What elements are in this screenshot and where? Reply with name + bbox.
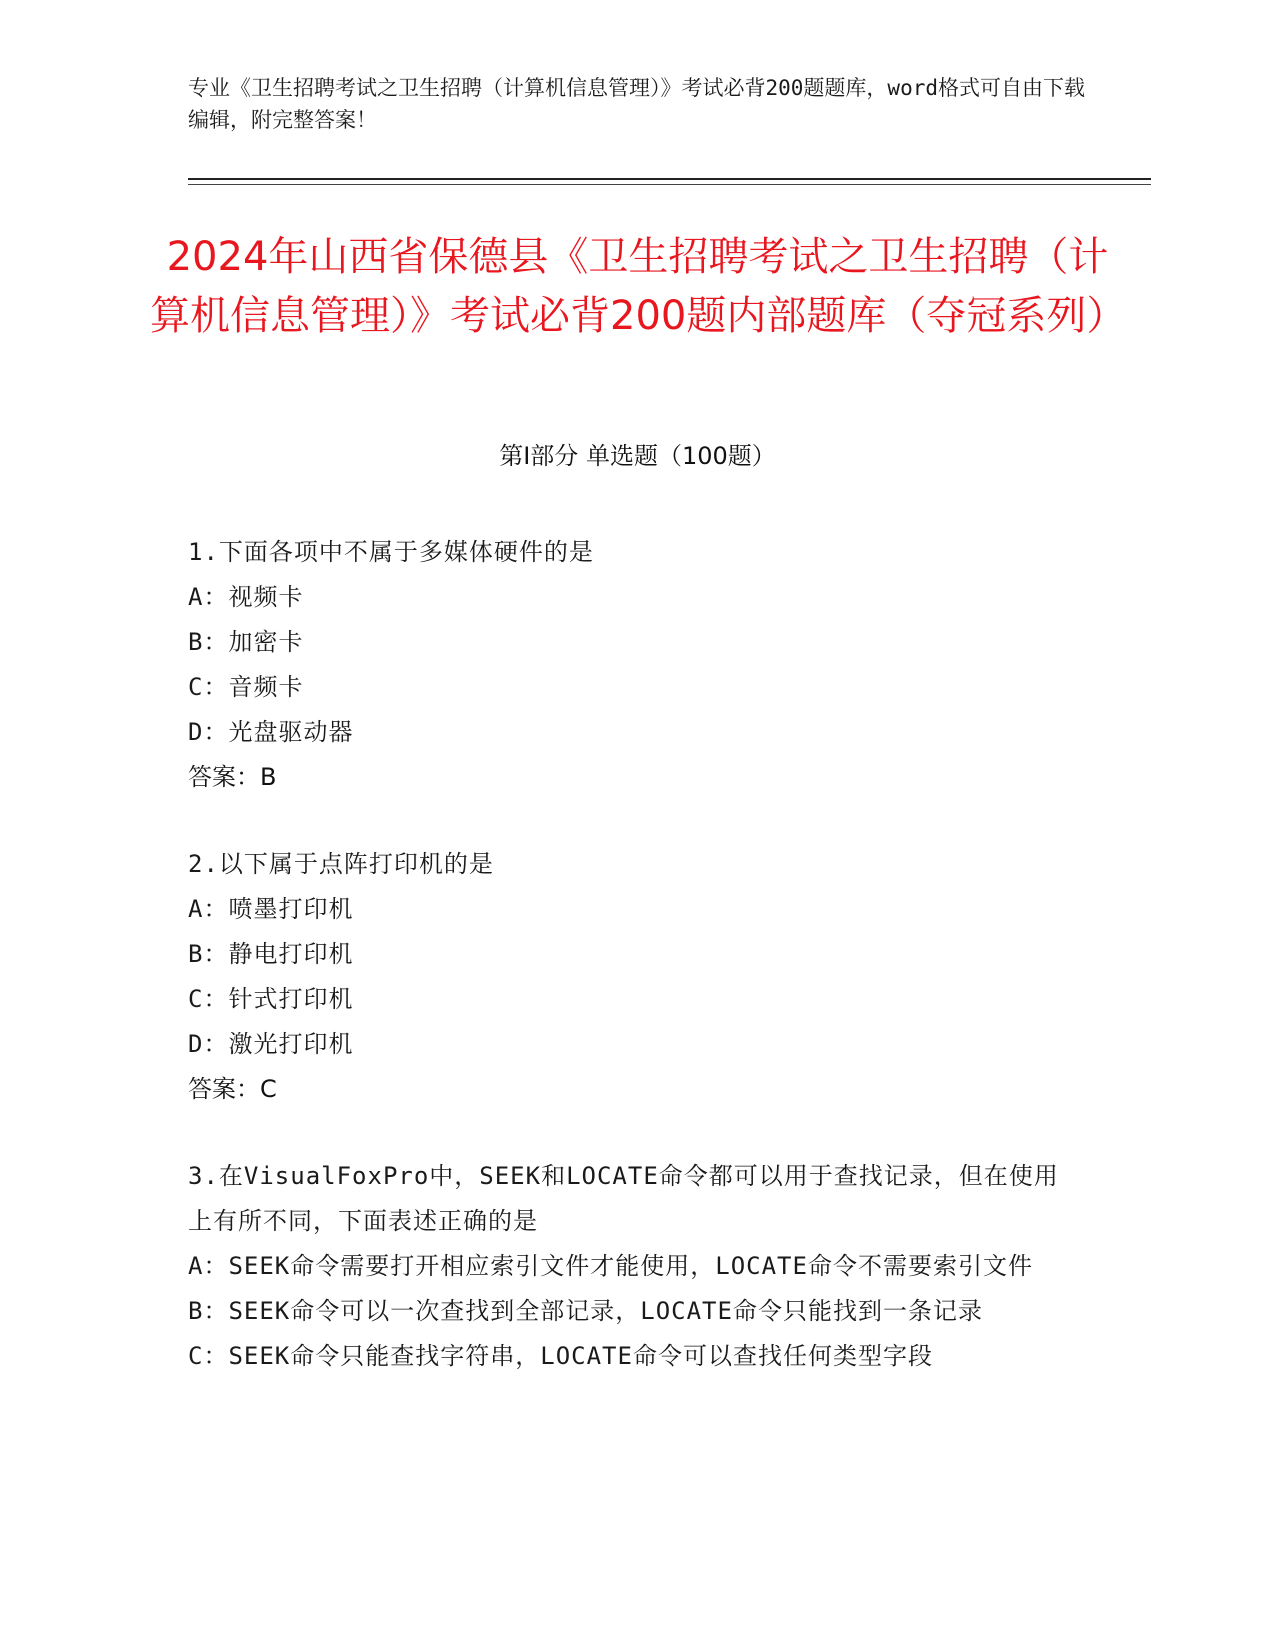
question-list [188, 530, 1068, 1421]
option-a: A：视频卡 [188, 583, 304, 611]
option-b: B：加密卡 [188, 628, 304, 656]
header-note: 专业《卫生招聘考试之卫生招聘（计算机信息管理）》考试必背200题题库，word格式可自由下载编辑，附完整答案！ [188, 76, 1085, 132]
question-1 [188, 530, 1068, 800]
option-b: B：静电打印机 [188, 940, 354, 968]
header-divider-thin [188, 184, 1151, 185]
option-b: B：SEEK命令可以一次查找到全部记录，LOCATE命令只能找到一条记录 [188, 1297, 983, 1325]
question-stem: 3.在VisualFoxPro中，SEEK和LOCATE命令都可以用于查找记录，但在使用上有所不同，下面表述正确的是 [188, 1162, 1059, 1235]
document-title: 2024年山西省保德县《卫生招聘考试之卫生招聘（计算机信息管理）》考试必背200题内部题库（夺冠系列） [150, 234, 1127, 339]
option-c: C：SEEK命令只能查找字符串，LOCATE命令可以查找任何类型字段 [188, 1342, 933, 1370]
question-stem: 2.以下属于点阵打印机的是 [188, 850, 494, 878]
option-c: C：针式打印机 [188, 985, 354, 1013]
answer-line: 答案：C [188, 1075, 277, 1103]
option-d: D：激光打印机 [188, 1030, 354, 1058]
option-d: D：光盘驱动器 [188, 718, 354, 746]
question-stem: 1.下面各项中不属于多媒体硬件的是 [188, 538, 594, 566]
option-a: A：SEEK命令需要打开相应索引文件才能使用，LOCATE命令不需要索引文件 [188, 1252, 1033, 1280]
header-divider-thick [188, 178, 1151, 180]
option-a: A：喷墨打印机 [188, 895, 354, 923]
section-heading: 第Ⅰ部分 单选题（100题） [499, 442, 776, 470]
answer-line: 答案：B [188, 763, 277, 791]
question-2 [188, 842, 1068, 1112]
option-c: C：音频卡 [188, 673, 304, 701]
question-3 [188, 1154, 1068, 1379]
